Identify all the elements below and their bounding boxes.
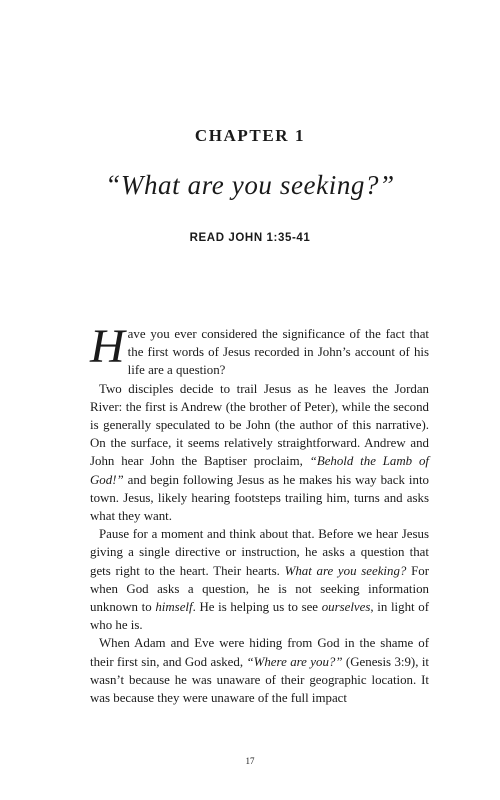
paragraph-3 xyxy=(90,525,429,634)
paragraph-4 xyxy=(90,634,429,707)
chapter-body xyxy=(90,320,429,707)
paragraph-3-text-a: Pause for a moment and think about that. Before we hear Jesus giving a single directive or instruction, he asks a question that gets right to the heart. Their hearts. xyxy=(90,527,429,578)
paragraph-3-text-d: , in light of who he is. xyxy=(90,600,429,633)
paragraph-1-text: ave you ever considered the significance of the fact that the first words of Jesus recorded in John’s account of his life are a question? xyxy=(127,327,429,378)
page-number: 17 xyxy=(245,756,255,766)
paragraph-3-text-c: . He is helping us to see xyxy=(192,600,322,615)
paragraph-3-emphasis-ourselves: ourselves xyxy=(321,600,371,615)
drop-cap: H xyxy=(90,320,125,373)
paragraph-1 xyxy=(90,320,429,380)
paragraph-4-quote: “Where are you?” xyxy=(246,654,343,669)
chapter-title: “What are you seeking?” xyxy=(105,170,395,200)
paragraph-2 xyxy=(90,380,429,526)
paragraph-2-text-b: and begin following Jesus as he makes his way back into town. Jesus, likely hearing footsteps trailing him, turns and asks what they want. xyxy=(90,472,429,524)
paragraph-4-text-a: When Adam and Eve were hiding from God in the shame of their first sin, and God asked, xyxy=(90,636,429,669)
paragraph-4-text-b: (Genesis 3:9), it wasn’t because he was unaware of their geographic location. It was because they were unaware of the full impact xyxy=(90,654,429,706)
paragraph-3-emphasis-himself: himself xyxy=(155,600,193,615)
scripture-reference: READ JOHN 1:35-41 xyxy=(189,232,311,244)
chapter-number: CHAPTER 1 xyxy=(194,126,306,145)
paragraph-2-text-a: Two disciples decide to trail Jesus as he leaves the Jordan River: the first is Andrew (the brother of Peter), while the second is generally speculated to be John (the author of this narrative). On the surface, it seems relatively straightforward. Andrew and John hear John the Baptiser proclaim, xyxy=(90,381,429,469)
paragraph-3-text-b: For when God asks a question, he is not seeking information unknown to xyxy=(90,563,429,615)
paragraph-3-quote: What are you seeking? xyxy=(284,563,407,578)
paragraph-2-quote: “Behold the Lamb of God!” xyxy=(90,454,429,487)
